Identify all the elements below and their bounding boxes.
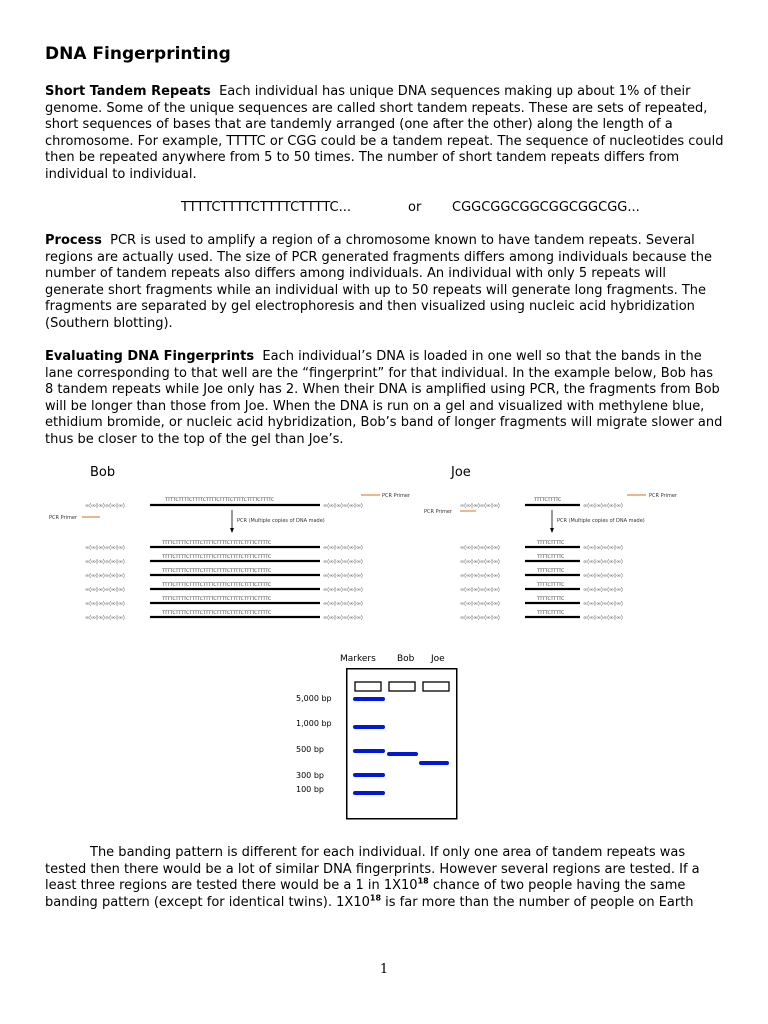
pcr-primer-label-left: PCR Primer	[424, 509, 452, 515]
pcr-primer-label-right: PCR Primer	[382, 493, 410, 499]
evaluating-paragraph	[45, 349, 725, 449]
copy-strand-left: ∞◊∞◊∞◊∞◊∞◊∞◊	[85, 587, 125, 593]
copy-strand-right: ∞◊∞◊∞◊∞◊∞◊∞◊	[583, 545, 623, 551]
pcr-note: PCR (Multiple copies of DNA made)	[237, 518, 325, 524]
process-paragraph	[45, 233, 725, 333]
copy-repeat: TTTTCTTTTCTTTTCTTTTCTTTTCTTTTCTTTTCTTTTC	[162, 583, 272, 588]
process-heading: Process	[45, 233, 102, 248]
copy-repeat: TTTTCTTTTC	[537, 611, 565, 616]
evaluating-text: Each individual’s DNA is loaded in one well so that the bands in the lane corresponding to that well are the “fingerprint” for that individual. In the example below, Bob has 8 tandem repeats while Joe only has 2. When their DNA is amplified using PCR, the fragments from Bob will be longer than those from Joe. When the DNA is run on a gel and visualized with methylene blue, ethidium bromide, or nucleic acid hybridization, Bob’s band of longer fragments will migrate slower and thus be closer to the top of the gel than Joe’s.	[45, 349, 723, 447]
bob-pcr-diagram	[45, 488, 415, 633]
copy-strand-left: ∞◊∞◊∞◊∞◊∞◊∞◊	[85, 601, 125, 607]
pcr-note: PCR (Multiple copies of DNA made)	[557, 518, 645, 524]
copy-strand-left: ∞◊∞◊∞◊∞◊∞◊∞◊	[85, 545, 125, 551]
copy-strand-left: ∞◊∞◊∞◊∞◊∞◊∞◊	[460, 587, 500, 593]
pcr-primer-label-left: PCR Primer	[49, 515, 77, 521]
copy-repeat: TTTTCTTTTC	[537, 583, 565, 588]
dna-strand-left: ∞◊∞◊∞◊∞◊∞◊∞◊	[460, 503, 500, 509]
marker-label-300: 300 bp	[296, 771, 324, 780]
copy-strand-left: ∞◊∞◊∞◊∞◊∞◊∞◊	[460, 573, 500, 579]
evaluating-heading: Evaluating DNA Fingerprints	[45, 349, 255, 364]
sequence-cgg: CGGCGGCGGCGGCGGCGG...	[452, 200, 640, 215]
exponent-1: 18	[417, 876, 429, 886]
gel	[346, 668, 458, 820]
copy-strand-right: ∞◊∞◊∞◊∞◊∞◊∞◊	[583, 601, 623, 607]
str-heading: Short Tandem Repeats	[45, 84, 211, 99]
dna-strand-left: ∞◊∞◊∞◊∞◊∞◊∞◊	[85, 503, 125, 509]
copy-strand-left: ∞◊∞◊∞◊∞◊∞◊∞◊	[460, 545, 500, 551]
joe-repeat-template: TTTTCTTTTC	[534, 498, 562, 503]
copy-strand-left: ∞◊∞◊∞◊∞◊∞◊∞◊	[460, 559, 500, 565]
copy-strand-right: ∞◊∞◊∞◊∞◊∞◊∞◊	[323, 573, 363, 579]
bob-repeat-template: TTTTCTTTTCTTTTCTTTTCTTTTCTTTTCTTTTCTTTTC	[165, 498, 275, 503]
page-title: DNA Fingerprinting	[45, 44, 231, 64]
pcr-primer-label-right: PCR Primer	[649, 493, 677, 499]
copy-strand-right: ∞◊∞◊∞◊∞◊∞◊∞◊	[583, 615, 623, 621]
copy-repeat: TTTTCTTTTCTTTTCTTTTCTTTTCTTTTCTTTTCTTTTC	[162, 555, 272, 560]
copy-repeat: TTTTCTTTTC	[537, 569, 565, 574]
copy-strand-right: ∞◊∞◊∞◊∞◊∞◊∞◊	[323, 545, 363, 551]
lane-label-bob: Bob	[397, 654, 415, 664]
copy-strand-left: ∞◊∞◊∞◊∞◊∞◊∞◊	[460, 615, 500, 621]
marker-label-1000: 1,000 bp	[296, 719, 332, 728]
dna-strand-right: ∞◊∞◊∞◊∞◊∞◊∞◊	[323, 503, 363, 509]
copy-strand-right: ∞◊∞◊∞◊∞◊∞◊∞◊	[323, 587, 363, 593]
copy-strand-left: ∞◊∞◊∞◊∞◊∞◊∞◊	[85, 559, 125, 565]
copy-strand-right: ∞◊∞◊∞◊∞◊∞◊∞◊	[323, 601, 363, 607]
bob-label: Bob	[90, 465, 116, 480]
copy-repeat: TTTTCTTTTC	[537, 555, 565, 560]
closing-text-2: chance of two people having the same banding pattern (except for identical twins). 1X10	[45, 878, 686, 910]
marker-label-500: 500 bp	[296, 745, 324, 754]
copy-strand-right: ∞◊∞◊∞◊∞◊∞◊∞◊	[583, 573, 623, 579]
closing-text-1: The banding pattern is different for each individual. If only one area of tandem repeats was tested then there would be a lot of similar DNA fingerprints. However several regions are tested. If a least three regions are tested there would be a 1 in 1X10	[45, 845, 700, 894]
copy-repeat: TTTTCTTTTC	[537, 597, 565, 602]
copy-strand-right: ∞◊∞◊∞◊∞◊∞◊∞◊	[583, 559, 623, 565]
exponent-2: 18	[369, 893, 382, 903]
sequence-tttc: TTTTCTTTTCTTTTCTTTTC...	[181, 200, 351, 215]
joe-label: Joe	[451, 465, 471, 480]
lane-label-markers: Markers	[340, 654, 376, 664]
joe-pcr-diagram	[420, 488, 680, 633]
bob-copies	[85, 540, 363, 621]
copy-repeat: TTTTCTTTTCTTTTCTTTTCTTTTCTTTTCTTTTCTTTTC	[162, 569, 272, 574]
copy-strand-right: ∞◊∞◊∞◊∞◊∞◊∞◊	[583, 587, 623, 593]
closing-text-3: is far more than the number of people on Earth	[381, 894, 694, 910]
pcr-arrow-head	[550, 528, 554, 533]
lane-label-joe: Joe	[431, 654, 445, 664]
copy-repeat: TTTTCTTTTCTTTTCTTTTCTTTTCTTTTCTTTTCTTTTC	[162, 597, 272, 602]
closing-paragraph	[45, 845, 725, 911]
marker-label-100: 100 bp	[296, 785, 324, 794]
copy-strand-left: ∞◊∞◊∞◊∞◊∞◊∞◊	[460, 601, 500, 607]
copy-repeat: TTTTCTTTTCTTTTCTTTTCTTTTCTTTTCTTTTCTTTTC	[162, 611, 272, 616]
copy-strand-right: ∞◊∞◊∞◊∞◊∞◊∞◊	[323, 559, 363, 565]
dna-strand-right: ∞◊∞◊∞◊∞◊∞◊∞◊	[583, 503, 623, 509]
copy-strand-left: ∞◊∞◊∞◊∞◊∞◊∞◊	[85, 615, 125, 621]
copy-strand-left: ∞◊∞◊∞◊∞◊∞◊∞◊	[85, 573, 125, 579]
page-number: 1	[379, 962, 389, 977]
sequence-or: or	[408, 200, 422, 215]
marker-label-5000: 5,000 bp	[296, 694, 332, 703]
joe-copies	[460, 540, 623, 621]
copy-strand-right: ∞◊∞◊∞◊∞◊∞◊∞◊	[323, 615, 363, 621]
pcr-arrow-head	[230, 528, 234, 533]
copy-repeat: TTTTCTTTTCTTTTCTTTTCTTTTCTTTTCTTTTCTTTTC	[162, 541, 272, 546]
process-text: PCR is used to amplify a region of a chromosome known to have tandem repeats. Several regions are actually used. The size of PCR generated fragments differs among individuals because the number of tandem repeats also differs among individuals. An individual with only 5 repeats will generate short fragments while an individual with up to 50 repeats will generate long fragments. The fragments are separated by gel electrophoresis and then visualized using nucleic acid hybridization (Southern blotting).	[45, 233, 712, 331]
str-text: Each individual has unique DNA sequences making up about 1% of their genome. Some of the unique sequences are called short tandem repeats. These are sets of repeated, short sequences of bases that are tandemly arranged (one after the other) along the length of a chromosome. For example, TTTTC or CGG could be a tandem repeat. The sequence of nucleotides could then be repeated anywhere from 5 to 50 times. The number of short tandem repeats differs from individual to individual.	[45, 84, 724, 182]
copy-repeat: TTTTCTTTTC	[537, 541, 565, 546]
str-paragraph	[45, 84, 725, 184]
